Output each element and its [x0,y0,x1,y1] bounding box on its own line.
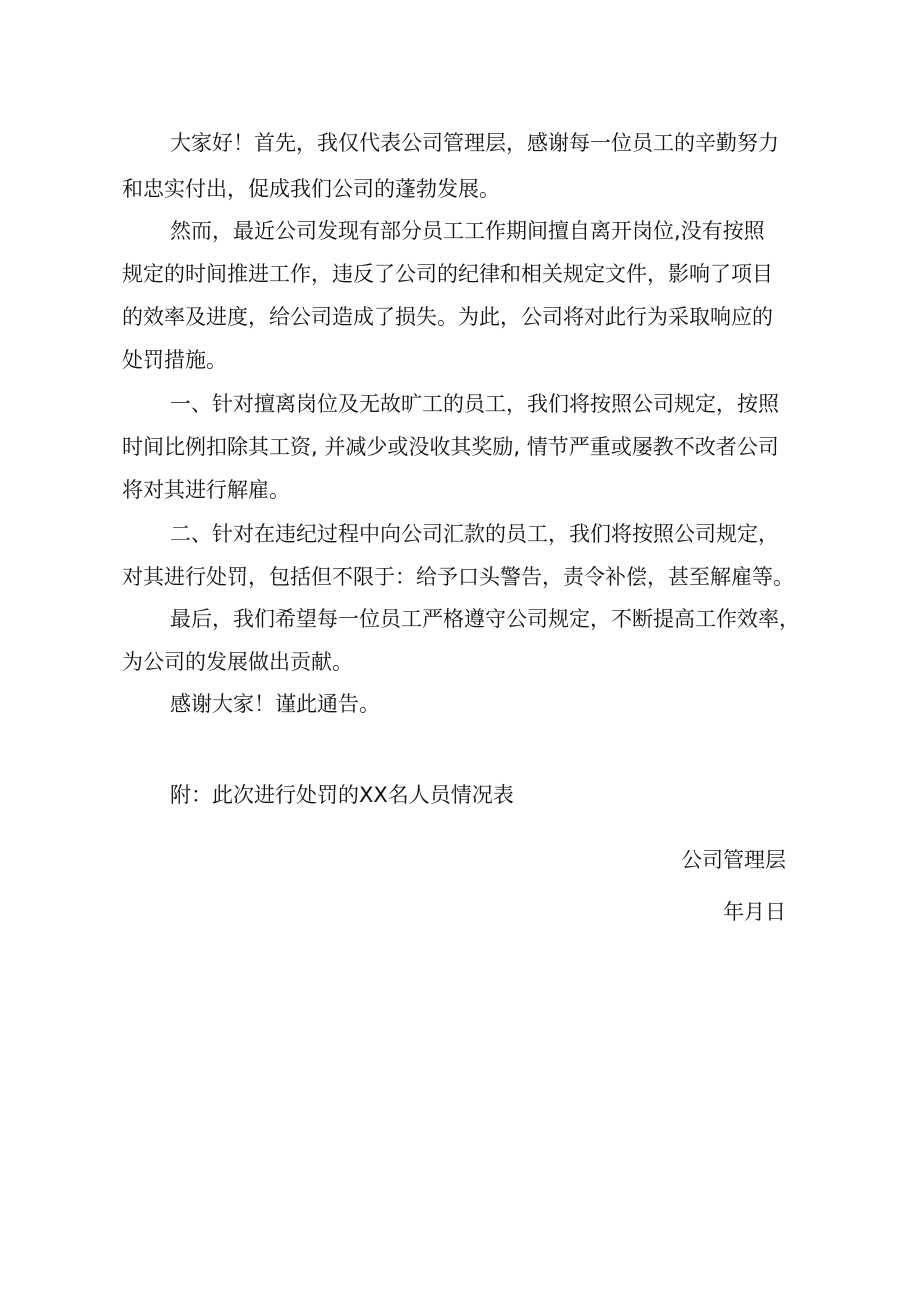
paragraph-2-line-1: 然而，最近公司发现有部分员工工作期间擅自离开岗位,没有按照 [170,219,765,243]
date: 年月日 [723,900,786,924]
paragraph-3-line-2: 时间比例扣除其工资, 并减少或没收其奖励, 情节严重或屡教不改者公司 [122,435,779,459]
paragraph-5-line-2: 为公司的发展做出贡献。 [122,650,353,674]
paragraph-1-line-1: 大家好！首先，我仅代表公司管理层，感谢每一位员工的辛勤努力 [170,131,779,155]
paragraph-6-line-1: 感谢大家！谨此通告。 [170,692,380,716]
paragraph-1-line-2: 和忠实付出，促成我们公司的蓬勃发展。 [122,177,500,201]
paragraph-3-line-1: 一、针对擅离岗位及无故旷工的员工，我们将按照公司规定，按照 [170,392,779,416]
paragraph-4-line-1: 二、针对在违纪过程中向公司汇款的员工，我们将按照公司规定， [170,522,779,546]
paragraph-2-line-2: 规定的时间推进工作，违反了公司的纪律和相关规定文件，影响了项目 [122,262,773,286]
signature: 公司管理层 [681,848,786,872]
paragraph-2-line-4: 处罚措施。 [122,348,227,372]
paragraph-2-line-3: 的效率及进度，给公司造成了损失。为此，公司将对此行为采取响应的 [122,305,773,329]
paragraph-3-line-3: 将对其进行解雇。 [122,478,290,502]
paragraph-4-line-2: 对其进行处罚，包括但不限于：给予口头警告，责令补偿，甚至解雇等。 [122,565,794,589]
attachment-note: 附：此次进行处罚的XX名人员情况表 [170,783,514,807]
paragraph-5-line-1: 最后，我们希望每一位员工严格遵守公司规定，不断提高工作效率， [170,607,800,631]
